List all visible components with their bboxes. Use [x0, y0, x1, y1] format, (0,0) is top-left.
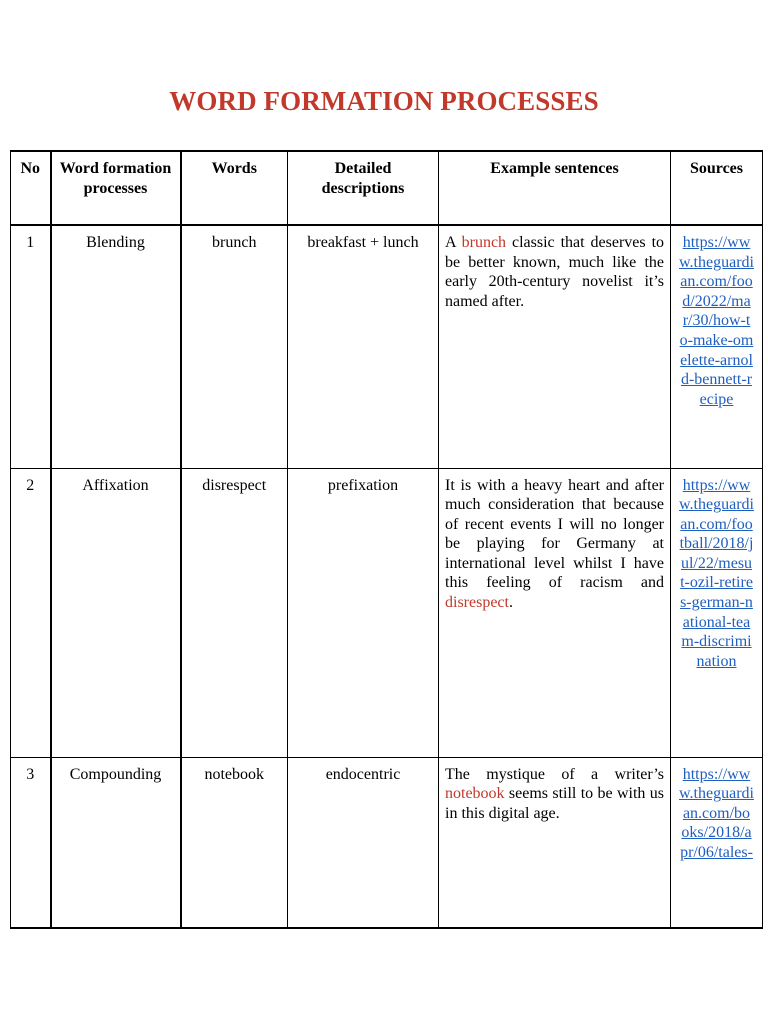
source-link[interactable]: https://www.theguardian.com/books/2018/apr/06/tales-: [679, 765, 754, 861]
row-source-cell: [671, 225, 763, 468]
example-text: classic that deserves to be better known, much like the early 20th-century novelist it’s named after.: [445, 234, 665, 310]
table-row: [11, 225, 763, 468]
row-example: [439, 468, 671, 757]
row-word: brunch: [181, 225, 288, 468]
row-number: 1: [11, 225, 51, 468]
table-row: [11, 468, 763, 757]
row-number: 3: [11, 757, 51, 928]
header-descriptions: Detailed descriptions: [288, 151, 439, 225]
header-sources: Sources: [671, 151, 763, 225]
example-highlight: brunch: [461, 234, 507, 251]
header-examples: Example sentences: [439, 151, 671, 225]
row-process: Affixation: [51, 468, 181, 757]
row-example: [439, 757, 671, 928]
table-row: [11, 757, 763, 928]
row-description: endocentric: [288, 757, 439, 928]
row-number: 2: [11, 468, 51, 757]
page-title: WORD FORMATION PROCESSES: [169, 86, 599, 116]
example-highlight: disrespect: [445, 594, 509, 612]
example-text: A: [445, 234, 462, 251]
example-highlight: notebook: [445, 785, 505, 803]
header-process: Word formation processes: [51, 151, 181, 225]
row-process: Blending: [51, 225, 181, 468]
example-text: .: [508, 594, 513, 612]
row-process: Compounding: [51, 757, 181, 928]
row-description: prefixation: [288, 468, 439, 757]
header-words: Words: [181, 151, 288, 225]
word-formation-table: [10, 150, 763, 929]
example-text: It is with a heavy heart and after much consideration that because of recent events I will no longer be playing for Germany at international level whilst I have this feeling of racism and: [445, 476, 664, 592]
header-no: No: [11, 151, 51, 225]
example-text: The mystique of a writer’s: [445, 765, 664, 783]
source-link[interactable]: https://www.theguardian.com/football/2018/jul/22/mesut-ozil-retires-german-national-team-discrimination: [679, 476, 754, 670]
row-description: breakfast + lunch: [288, 225, 439, 468]
row-example: [439, 225, 671, 468]
table-header-row: [11, 151, 763, 225]
source-link[interactable]: https://www.theguardian.com/food/2022/mar/30/how-to-make-omelette-arnold-bennett-recipe: [679, 234, 754, 408]
row-word: disrespect: [181, 468, 288, 757]
row-source-cell: [671, 757, 763, 928]
row-word: notebook: [181, 757, 288, 928]
example-text: seems still to be with us in this digital age.: [445, 785, 664, 822]
row-source-cell: [671, 468, 763, 757]
